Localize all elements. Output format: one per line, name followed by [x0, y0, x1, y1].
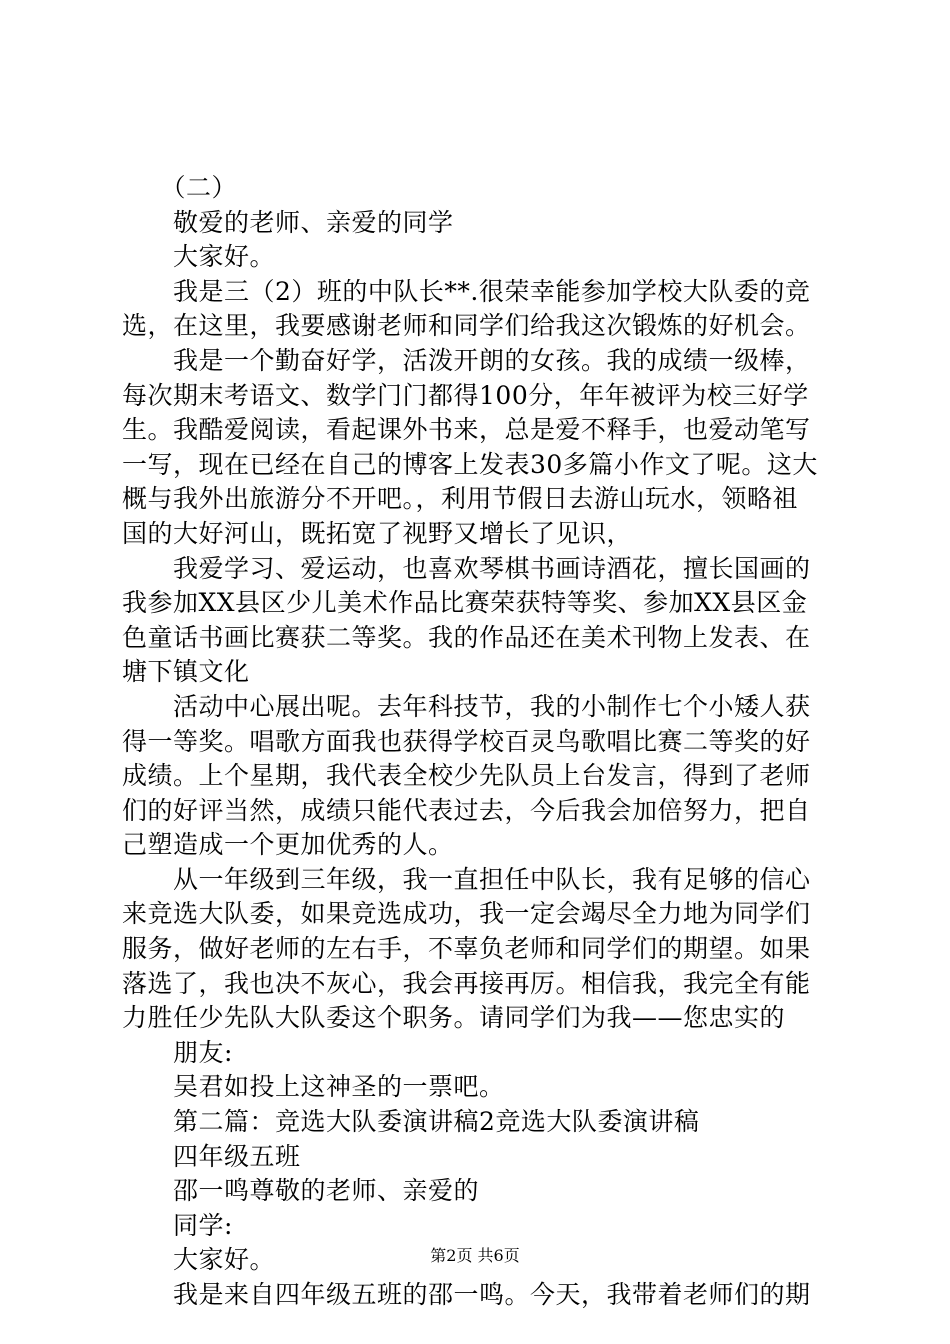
text-line: 敬爱的老师、亲爱的同学	[122, 207, 454, 237]
text-line: （二）	[122, 173, 238, 202]
text-line: 选，在这里，我要感谢老师和同学们给我这次锻炼的好机会。	[122, 311, 811, 341]
text-line: 第二篇：竞选大队委演讲稿2竞选大队委演讲稿	[122, 1107, 700, 1137]
text-line: 落选了，我也决不灰心，我会再接再厉。相信我，我完全有能	[122, 968, 811, 998]
body-text	[122, 171, 842, 1313]
text-line: 生。我酷爱阅读，看起课外书来，总是爱不释手，也爱动笔写	[122, 415, 811, 445]
text-line: 我是三（2）班的中队长**.很荣幸能参加学校大队委的竞	[122, 276, 811, 306]
text-line: 色童话书画比赛获二等奖。我的作品还在美术刊物上发表、在	[122, 622, 811, 652]
text-line: 们的好评当然，成绩只能代表过去，今后我会加倍努力，把自	[122, 795, 811, 825]
text-line: 邵一鸣尊敬的老师、亲爱的	[122, 1176, 480, 1206]
text-line: 己塑造成一个更加优秀的人。	[122, 830, 454, 860]
text-line: 大家好。	[122, 242, 276, 272]
text-line: 我是一个勤奋好学，活泼开朗的女孩。我的成绩一级棒，	[122, 345, 811, 375]
text-line: 活动中心展出呢。去年科技节，我的小制作七个小矮人获	[122, 691, 811, 721]
text-line: 服务，做好老师的左右手，不辜负老师和同学们的期望。如果	[122, 934, 811, 964]
text-line: 朋友:	[122, 1037, 233, 1067]
text-line: 我爱学习、爱运动，也喜欢琴棋书画诗酒花，擅长国画的	[122, 553, 811, 583]
text-line: 从一年级到三年级，我一直担任中队长，我有足够的信心	[122, 864, 811, 894]
text-line: 一写，现在已经在自己的博客上发表30多篇小作文了呢。这大	[122, 449, 818, 479]
text-line: 来竞选大队委，如果竞选成功，我一定会竭尽全力地为同学们	[122, 899, 811, 929]
text-line: 力胜任少先队大队委这个职务。请同学们为我——您忠实的	[122, 1003, 786, 1033]
text-line: 概与我外出旅游分不开吧。，利用节假日去游山玩水，领略祖	[122, 484, 799, 514]
text-line: 同学:	[122, 1210, 233, 1240]
text-line: 大家好。	[122, 1245, 276, 1275]
text-line: 四年级五班	[122, 1141, 301, 1171]
page-footer: 第2页 共6页	[430, 1246, 520, 1265]
text-line: 我是来自四年级五班的邵一鸣。今天，我带着老师们的期	[122, 1280, 811, 1309]
text-line: 每次期末考语文、数学门门都得100分，年年被评为校三好学	[122, 380, 809, 410]
text-line: 国的大好河山，既拓宽了视野又增长了见识，	[122, 518, 633, 548]
text-line: 成绩。上个星期，我代表全校少先队员上台发言，得到了老师	[122, 761, 811, 791]
text-line: 得一等奖。唱歌方面我也获得学校百灵鸟歌唱比赛二等奖的好	[122, 726, 811, 756]
text-line: 我参加XX县区少儿美术作品比赛荣获特等奖、参加XX县区金	[122, 588, 808, 618]
text-line: 塘下镇文化	[122, 657, 250, 687]
text-line: 吴君如投上这神圣的一票吧。	[122, 1072, 505, 1102]
